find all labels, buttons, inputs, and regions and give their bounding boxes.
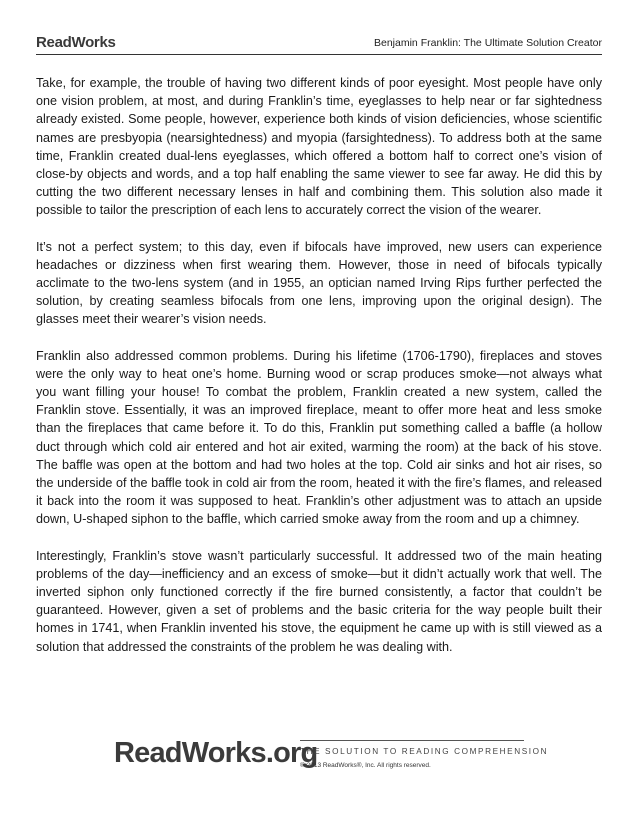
paragraph: Take, for example, the trouble of having two different kinds of poor eyesight. Most people have only one vision problem, at most, and during Franklin’s time, eyeglasses to help near or far sightedness already existed. Some people, however, experience both kinds of vision deficiencies, whose scientific names are presbyopia (nearsightedness) and myopia (farsightedness). To address both at the same time, Franklin created dual-lens eyeglasses, which offered a bottom half to correct one’s vision of close-by objects and words, and a top half enabling the same viewer to see far away. He did this by cutting the two different necessary lenses in half and combining them. This solution also made it possible to tailor the prescription of each lens to accurately correct the vision of the wearer.: [36, 76, 602, 218]
page-footer: [114, 736, 549, 776]
paragraph: Interestingly, Franklin’s stove wasn’t particularly successful. It addressed two of the main heating problems of the day—inefficiency and an excess of smoke—but it didn’t actually work that well. The inverted siphon only functioned correctly if the fire burned consistently, a factor that couldn’t be guaranteed. However, given a set of problems and the basic criteria for the way people built their homes in 1741, when Franklin invented his stove, the equipment he came up with is still viewed as a solution that addressed the constraints of the problem he was dealing with.: [36, 548, 602, 654]
page-header: [36, 32, 602, 55]
document-title: Benjamin Franklin: The Ultimate Solution Creator: [374, 37, 602, 49]
footer-tagline: THE SOLUTION TO READING COMPREHENSION: [300, 747, 549, 756]
article-body: [36, 74, 602, 674]
paragraph: It’s not a perfect system; to this day, even if bifocals have improved, new users can experience headaches or dizziness when first wearing them. However, those in need of bifocals typically acclimate to the two-lens system (and in 1955, an optician named Irving Rips further perfected the solution, by creating seamless bifocals from one lens, improving upon the original design). The glasses meet their wearer’s vision needs.: [36, 239, 602, 327]
footer-divider: [300, 740, 524, 741]
paragraph: Franklin also addressed common problems. During his lifetime (1706-1790), fireplaces and stoves were the only way to heat one’s home. Burning wood or scrap produces smoke—not always what you want filling your house! To combat the problem, Franklin created a new system, called the Franklin stove. Essentially, it was an improved fireplace, meant to offer more heat and less smoke than the fireplaces that came before it. To do this, Franklin put something called a baffle (a hollow duct through which cold air entered and hot air exited, warming the room) at the back of his stove. The baffle was open at the bottom and had two holes at the top. Cold air sinks and hot air rises, so the underside of the baffle took in cold air from the room, heated it with the fire’s flames, and released it back into the room it was supposed to heat. Franklin’s other adjustment was to attach an upside down, U-shaped siphon to the baffle, which carried smoke away from the room and up a chimney.: [36, 348, 602, 527]
readworks-logo: ReadWorks: [36, 34, 116, 51]
readworks-org-logo: ReadWorks.org: [114, 737, 318, 769]
copyright-notice: © 2013 ReadWorks®, Inc. All rights reserved.: [300, 762, 431, 769]
